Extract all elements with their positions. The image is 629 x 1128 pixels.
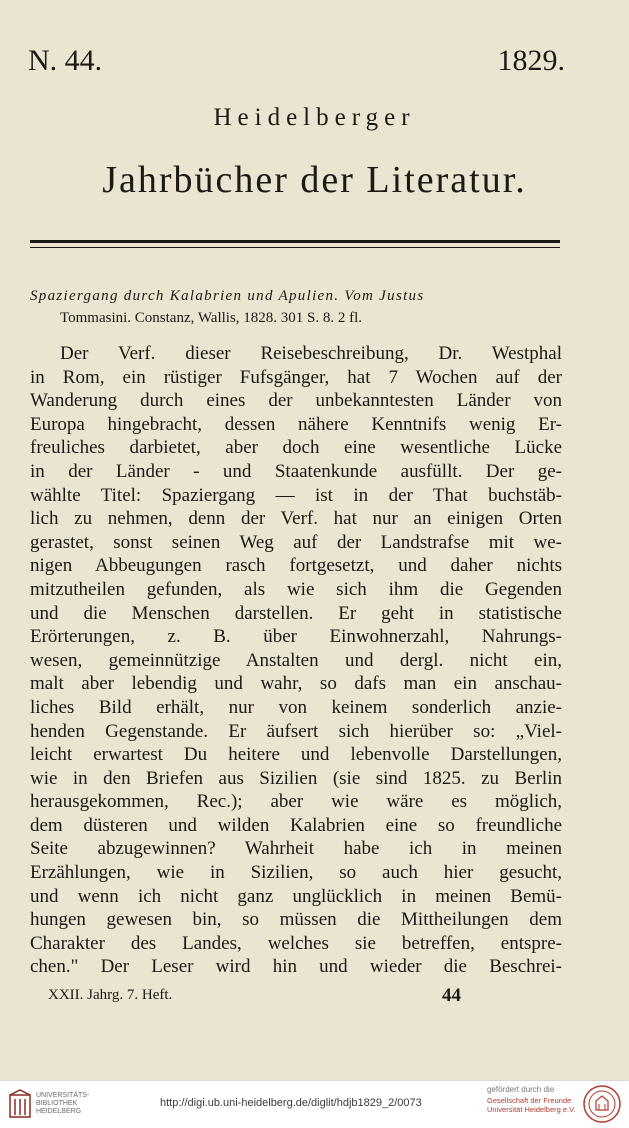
text-line: und wenn ich nicht ganz unglücklich in meinen Bemü- [30,885,562,907]
volume-signature: XXII. Jahrg. 7. Heft. [48,987,173,1003]
text-line: in Rom, ein rüstiger Fufsgänger, hat 7 Wochen auf der [30,366,562,388]
journal-title: Jahrbücher der Literatur. [102,159,527,201]
text-line: Seite abzugewinnen? Wahrheit habe ich in meinen [30,838,562,860]
text-line: freuliches darbietet, aber doch eine wesentliche Lücke [30,437,562,459]
text-line: Erörterungen, z. B. über Einwohnerzahl, Nahrungs- [30,626,562,648]
sponsor-label: gefördert durch die [487,1085,555,1094]
text-line: henden Gegenstande. Er äufsert sich hierüber so: „Viel- [30,720,562,742]
text-line: wählte Titel: Spaziergang — ist in der That buchstäb- [30,484,562,506]
text-line: Charakter des Landes, welches sie betreffen, entspre- [30,932,562,954]
viewer-footer-bar [0,1080,629,1128]
text-line: in der Länder - und Staatenkunde ausfüllt. Der ge- [30,460,562,482]
text-line: nigen Abbeugungen rasch fortgesetzt, und daher nichts [30,555,562,577]
text-line: Erzählungen, wie in Sizilien, so auch hier gesucht, [30,862,562,884]
permalink-url[interactable]: http://digi.ub.uni-heidelberg.de/diglit/hdjb1829_2/0073 [160,1097,422,1109]
text-line: Europa hingebracht, dessen nähere Kenntnifs wenig Er- [30,413,562,435]
citation-line-1: Spaziergang durch Kalabrien und Apulien. Vom Justus [30,288,425,304]
text-line: Wanderung durch eines der unbekanntesten Länder von [30,390,562,412]
text-line: herausgekommen, Rec.); aber wie wäre es möglich, [30,791,562,813]
library-logo-icon [8,1089,32,1119]
text-line: liches Bild erhält, nur von keinem sonderlich anzie- [30,696,562,718]
page-number: 44 [442,985,461,1006]
text-line: und die Menschen darstellen. Er geht in statistische [30,602,562,624]
text-line: dem düsteren und wilden Kalabrien eine so freundliche [30,814,562,836]
issue-number: N. 44. [28,44,103,77]
text-line: mitzutheilen gefunden, als wie sich ihm die Gegenden [30,578,562,600]
university-seal-icon [582,1084,622,1124]
double-rule-divider [30,240,560,248]
text-line: gerastet, sonst seinen Weg auf der Landstrafse mit we- [30,531,562,553]
text-line: wie in den Briefen aus Sizilien (sie sind 1825. zu Berlin [30,767,562,789]
text-line: chen." Der Leser wird hin und wieder die Beschrei- [30,956,562,978]
review-body-text [30,342,562,979]
text-line: Der Verf. dieser Reisebeschreibung, Dr. Westphal [60,343,562,364]
library-logo-text: UNIVERSITÄTS- BIBLIOTHEK HEIDELBERG [36,1092,90,1115]
citation-line-2: Tommasini. Constanz, Wallis, 1828. 301 S. 8. 2 fl. [60,310,363,326]
text-line: lich zu nehmen, denn der Verf. hat nur an einigen Orten [30,508,562,530]
publisher-name: Heidelberger [213,104,416,131]
issue-year: 1829. [497,44,565,77]
text-line: hungen gewesen bin, so müssen die Mittheilungen dem [30,909,562,931]
text-line: leicht erwartest Du heitere und lebenvolle Darstellungen, [30,744,562,766]
sponsor-name: Gesellschaft der Freunde Universität Heidelberg e.V. [487,1096,576,1114]
text-line: wesen, gemeinnützige Anstalten und dergl. nicht ein, [30,649,562,671]
book-citation [30,285,562,329]
text-line: malt aber lebendig und wahr, so dafs man ein anschau- [30,673,562,695]
